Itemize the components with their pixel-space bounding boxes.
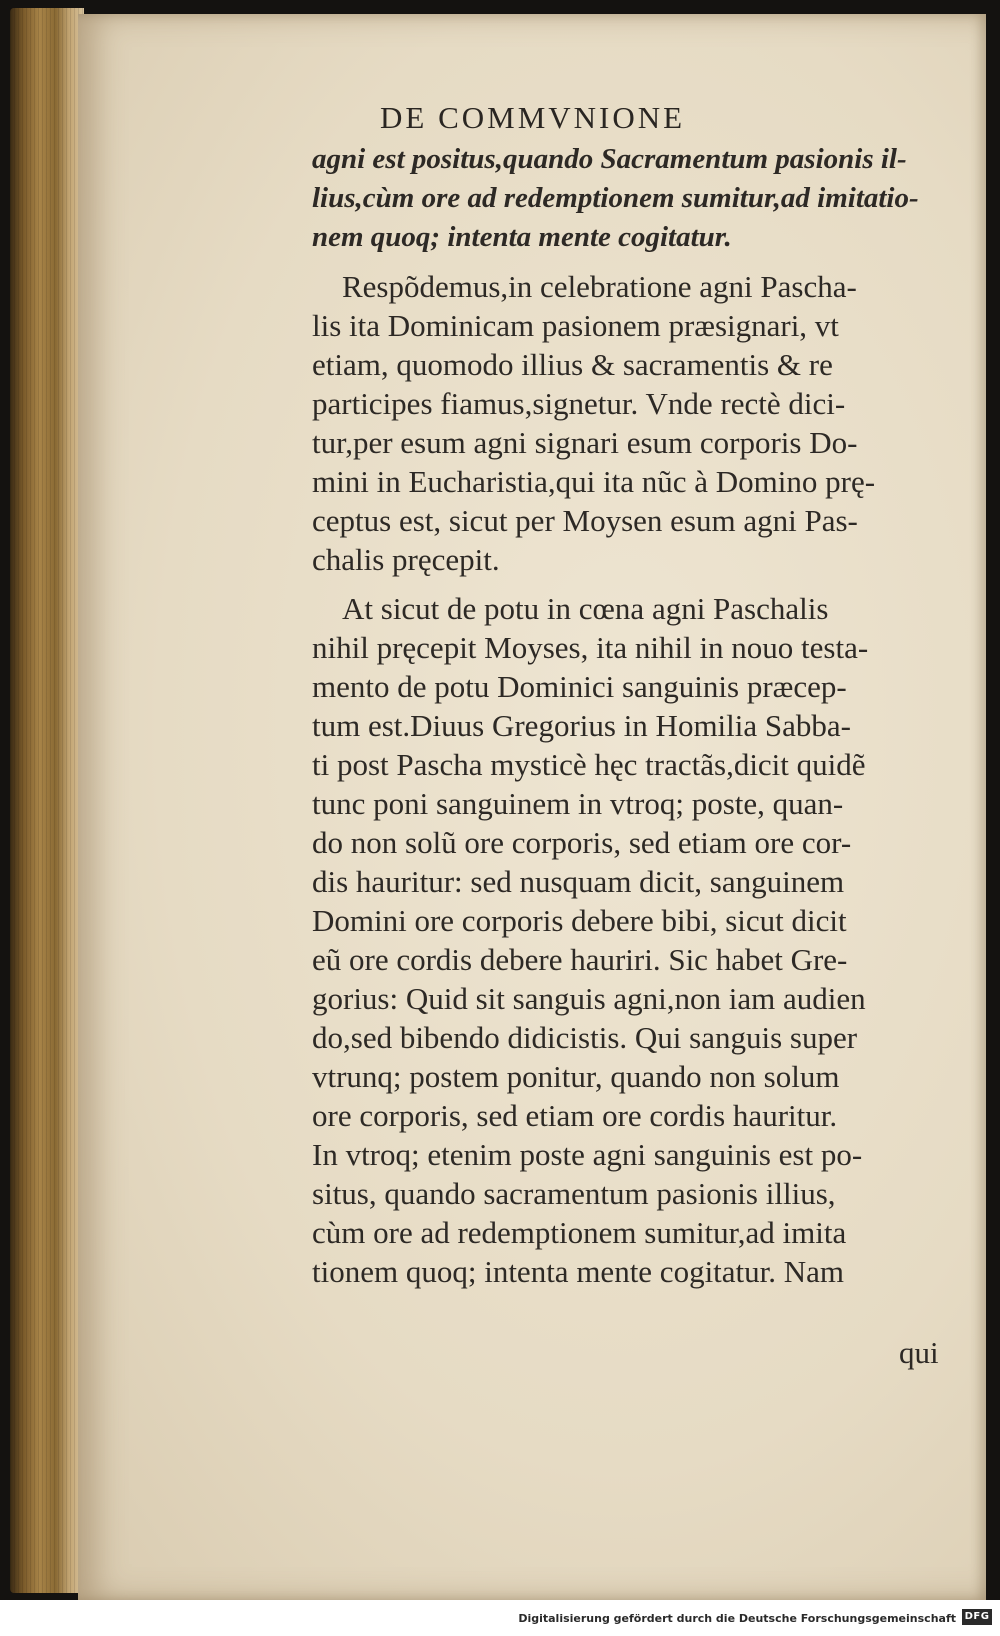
catchword: qui: [899, 1335, 939, 1370]
paragraph-1-line: etiam, quomodo illius & sacramentis & re: [312, 347, 833, 382]
book-fore-edge: [10, 8, 84, 1593]
paragraph-2-line: vtrunq; postem ponitur, quando non solum: [312, 1059, 840, 1094]
paragraph-1-line: Respõdemus,in celebratione agni Pascha-: [342, 269, 857, 304]
funding-notice: Digitalisierung gefördert durch die Deutsche Forschungsgemeinschaft: [518, 1612, 956, 1625]
paragraph-2-line: Domini ore corporis debere bibi, sicut dicit: [312, 903, 847, 938]
paragraph-1-line: mini in Eucharistia,qui ita nũc à Domino prę-: [312, 464, 876, 499]
paragraph-1-line: tur,per esum agni signari esum corporis Do-: [312, 425, 858, 460]
paragraph-2-line: tunc poni sanguinem in vtroq; poste, quan-: [312, 786, 844, 821]
paragraph-2-line: In vtroq; etenim poste agni sanguinis est po-: [312, 1137, 863, 1172]
paragraph-1-line: chalis pręcepit.: [312, 542, 500, 577]
paragraph-1-line: ceptus est, sicut per Moysen esum agni Pas-: [312, 503, 858, 538]
paragraph-2-line: do non solũ ore corporis, sed etiam ore cor-: [312, 825, 852, 860]
paragraph-1-line: lis ita Dominicam pasionem præsignari, vt: [312, 308, 839, 343]
italic-line: nem quoq; intenta mente cogitatur.: [312, 221, 732, 253]
digitization-footer: [0, 1600, 1000, 1636]
dfg-logo: DFG: [962, 1609, 992, 1625]
paragraph-2-line: tum est.Diuus Gregorius in Homilia Sabba-: [312, 708, 851, 743]
italic-line: agni est positus,quando Sacramentum pasionis il-: [312, 143, 907, 175]
paragraph-2-line: situs, quando sacramentum pasionis illius,: [312, 1176, 836, 1211]
paragraph-2-line: do,sed bibendo didicistis. Qui sanguis super: [312, 1020, 858, 1055]
paragraph-2-line: nihil pręcepit Moyses, ita nihil in nouo testa-: [312, 630, 869, 665]
paragraph-2-line: gorius: Quid sit sanguis agni,non iam audien: [312, 981, 866, 1016]
paragraph-2-line: eũ ore cordis debere hauriri. Sic habet Gre-: [312, 942, 848, 977]
running-head: DE COMMVNIONE: [380, 100, 686, 135]
paragraph-2-line: ti post Pascha mysticè hęc tractãs,dicit quidẽ: [312, 747, 866, 782]
paragraph-2-line: At sicut de potu in cœna agni Paschalis: [342, 591, 829, 626]
paragraph-2-line: ore corporis, sed etiam ore cordis hauritur.: [312, 1098, 838, 1133]
paragraph-2-line: mento de potu Dominici sanguinis præcep-: [312, 669, 847, 704]
paragraph-2-line: dis hauritur: sed nusquam dicit, sanguinem: [312, 864, 845, 899]
paragraph-2-line: cùm ore ad redemptionem sumitur,ad imita: [312, 1215, 847, 1250]
text-block: [312, 140, 962, 1291]
italic-line: lius,cùm ore ad redemptionem sumitur,ad imitatio-: [312, 182, 919, 214]
paragraph-2-line: tionem quoq; intenta mente cogitatur. Nam: [312, 1254, 845, 1289]
paragraph-1-line: participes fiamus,signetur. Vnde rectè dici-: [312, 386, 846, 421]
